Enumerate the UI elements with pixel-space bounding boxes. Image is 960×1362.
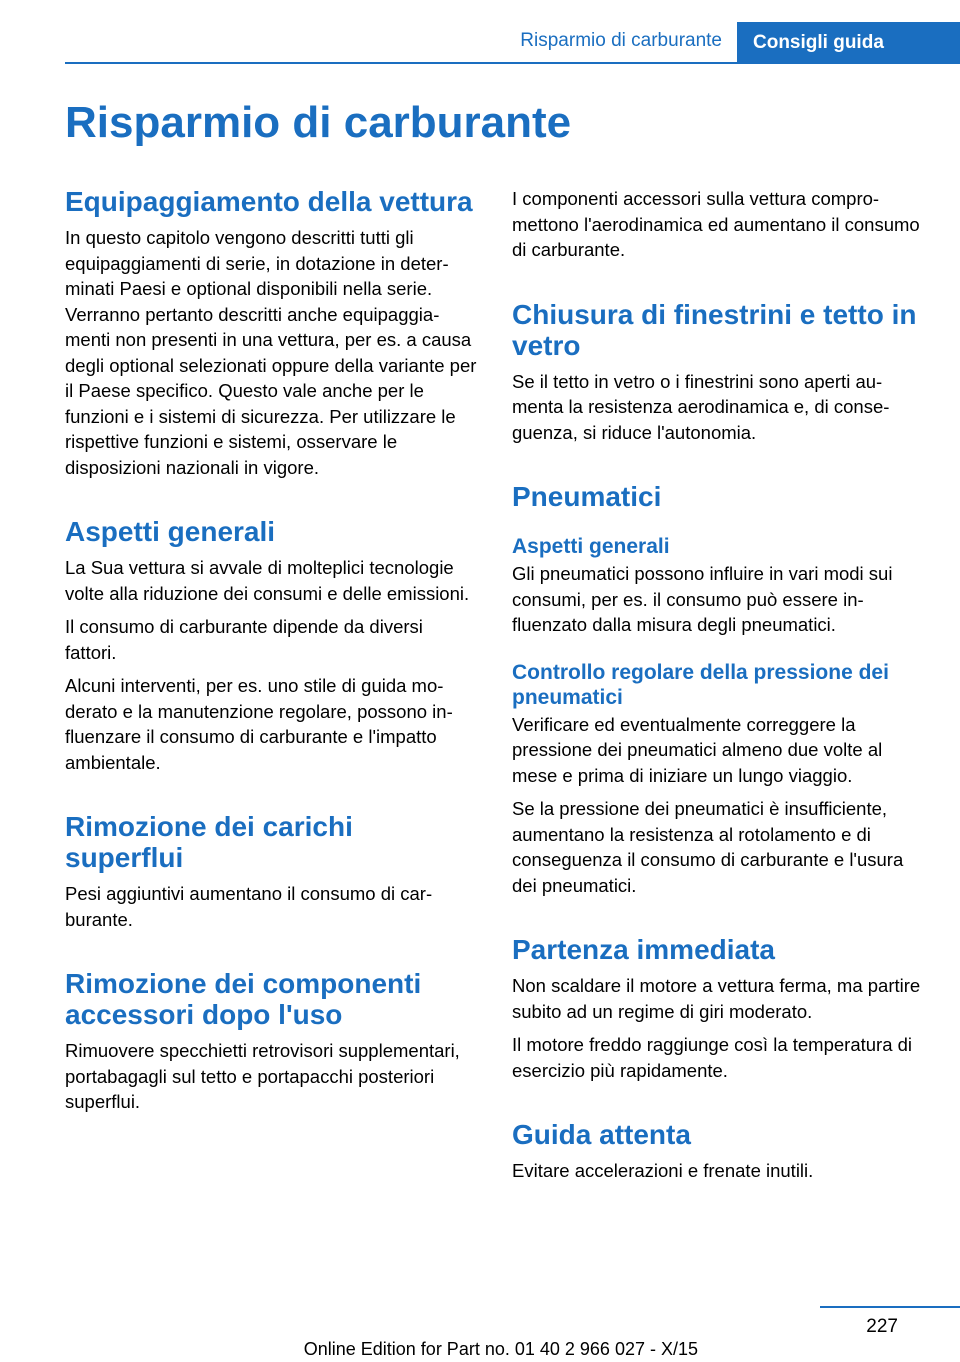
heading-start: Partenza immediata [512,934,775,965]
heading-tyres: Pneumatici [512,481,662,512]
paragraph-accessories-cont: I componenti accessori sulla vettura compromettono l'aerodinamica ed aumentano il consumo di carburante. [512,188,920,260]
paragraph-windows: Se il tetto in vetro o i finestrini sono aperti aumenta la resistenza aerodinamica e, di conseguenza, si riduce l'autonomia. [512,370,890,443]
paragraph-start-2: Il motore freddo raggiunge così la temperatura di esercizio più rapidamente. [512,1034,913,1081]
footer-edition: Online Edition for Part no. 01 40 2 966 027 - X/15 [303,1339,698,1359]
heading-loads: Rimozione dei carichi superflui [65,811,353,873]
header-section-title: Risparmio di carburante [520,30,722,51]
paragraph-accessories: Rimuovere specchietti retrovisori supplementari, portabagagli sul tetto e portapacchi posteriori superflui. [65,1040,460,1112]
right-column [512,186,926,1192]
header-chapter-tab: Consigli guida [737,22,960,64]
paragraph-equipment: In questo capitolo vengono descritti tutti gli equipaggiamenti di serie, in dotazione in determinati Paesi e optional disponibili nella serie. Verranno pertanto descritti anche equipaggiamenti non presenti in una vettura, per es. a causa degli optional selezionati oppure della variante per il Paese specifico. Questo vale anche per le funzioni e i sistemi di sicurezza. Per utilizzare le rispettive funzioni e sistemi, osservare le disposizioni nazionali in vigore. [65,227,477,478]
paragraph-general-2: Il consumo di carburante dipende da diversi fattori. [65,616,423,663]
paragraph-pressure-2: Se la pressione dei pneumatici è insufficiente, aumentano la resistenza al rotolamento e di conseguenza il consumo di carburante e l'usura dei pneumatici. [512,798,904,896]
heading-windows: Chiusura di finestrini e tetto in vetro [512,298,917,361]
paragraph-general-1: La Sua vettura si avvale di molteplici tecnologie volte alla riduzione dei consumi e delle emissioni. [65,557,470,604]
heading-general: Aspetti generali [65,516,276,547]
header-rule [65,62,960,64]
footer-rule [820,1306,960,1308]
paragraph-loads: Pesi aggiuntivi aumentano il consumo di carburante. [65,883,433,930]
paragraph-pressure-1: Verificare ed eventualmente correggere la pressione dei pneumatici almeno due volte al mese e prima di iniziare un lungo viaggio. [512,713,883,786]
heading-careful: Guida attenta [512,1119,691,1150]
subheading-pressure: Controllo regolare della pressione dei pneumatici [512,660,889,709]
paragraph-general-3: Alcuni interventi, per es. uno stile di guida moderato e la manutenzione regolare, possono influenzare il consumo di carburante e l'impatto ambientale. [65,675,453,773]
paragraph-careful: Evitare accelerazioni e frenate inutili. [512,1160,814,1181]
heading-accessories: Rimozione dei componenti accessori dopo l'uso [65,968,422,1030]
page-title: Risparmio di carburante [65,98,572,147]
left-column [65,186,477,1123]
page-number: 227 [866,1316,898,1337]
paragraph-tyres-general: Gli pneumatici possono influire in vari modi sui consumi, per es. il consumo può essere influenzato dalla misura degli pneumatici. [512,563,893,635]
subheading-tyres-general: Aspetti generali [512,535,670,558]
heading-equipment: Equipaggiamento della vettura [65,186,473,217]
paragraph-start-1: Non scaldare il motore a vettura ferma, ma partire subito ad un regime di giri moderato. [512,975,921,1022]
